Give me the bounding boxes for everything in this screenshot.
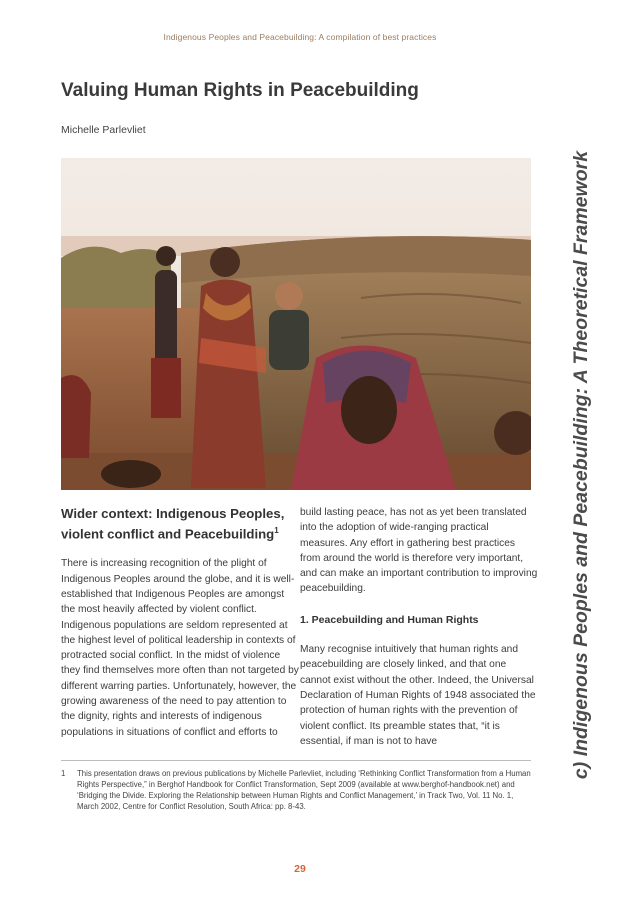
side-chapter-title: c) Indigenous Peoples and Peacebuilding: A Theoretical Framework xyxy=(570,150,592,780)
column-right xyxy=(300,505,538,749)
photo-maasai-women-children xyxy=(61,158,531,490)
footnote-number: 1 xyxy=(61,769,66,778)
section-heading-wider-context xyxy=(61,505,299,542)
footnote-text: This presentation draws on previous publications by Michelle Parlevliet, including ‘Rethinking Conflict Transformation from a Human Rights Perspective,” in Berghof Handbook for Conflict Transformation, Sept 2009 (available at www.berghof-handbook.net) and ‘Bridging the Divide. Exploring the Relationship between Human Rights and Conflict Management,’ in Track Two, Vol. 11 No. 1, March 2002, Centre for Conflict Resolution, South Africa: pp. 8-43. xyxy=(77,769,531,811)
footnote xyxy=(61,768,531,812)
paragraph-section-1: Many recognise intuitively that human rights and peacebuilding are closely linked, and that one cannot exist without the other. Indeed, the Universal Declaration of Human Rights of 1948 associated the protection of human rights with the prevention of violent conflict. Its preamble states that, “it is essential, if man is not to have xyxy=(300,644,536,747)
column-left xyxy=(61,505,299,740)
running-header: Indigenous Peoples and Peacebuilding: A compilation of best practices xyxy=(163,32,437,42)
footnote-divider xyxy=(61,760,531,761)
paragraph-wider-context: There is increasing recognition of the plight of Indigenous Peoples around the globe, and it is well-established that Indigenous Peoples are amongst the most heavily affected by violent conflict. Indigenous populations are seldom represented at the highest level of political leadership in contexts of protracted social conflict. In the midst of violence they find themselves more often than not targeted by different warring parties. Unfortunately, however, the growing awareness of the need to pay attention to the dignity, rights and interests of indigenous populations in situations of conflict and efforts to xyxy=(61,558,299,738)
author-name: Michelle Parlevliet xyxy=(61,124,146,136)
page-number: 29 xyxy=(294,863,306,875)
section-heading-peacebuilding-human-rights: 1. Peacebuilding and Human Rights xyxy=(300,613,479,626)
page-title: Valuing Human Rights in Peacebuilding xyxy=(61,80,419,101)
heading-text: Wider context: Indigenous Peoples, violent conflict and Peacebuilding xyxy=(61,506,285,542)
footnote-reference[interactable]: 1 xyxy=(274,526,279,535)
paragraph-continued: build lasting peace, has not as yet been translated into the adoption of wide-ranging practical measures. Any effort in gathering best practices from around the world is therefore very important, and can make an important contribution to improving peacebuilding. xyxy=(300,507,538,595)
